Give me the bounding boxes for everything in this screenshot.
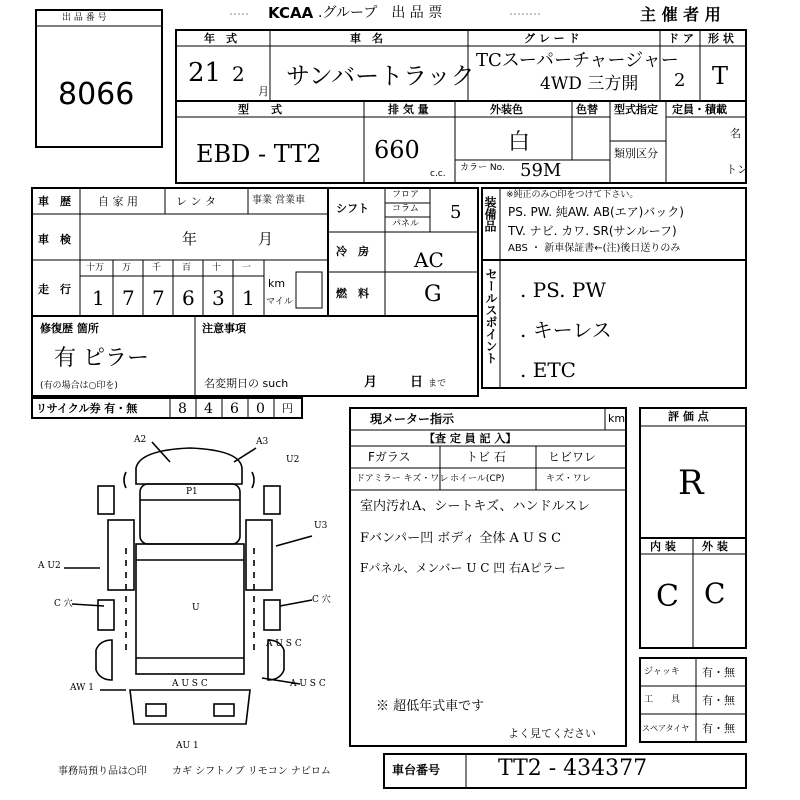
history-label: 車 歴 — [38, 195, 71, 208]
diagram-mark-p1: P1 — [186, 487, 198, 497]
recycle-digit-2: 6 — [230, 401, 239, 417]
fuel-label: 燃 料 — [336, 287, 369, 300]
diagram-mark-au2: A U2 — [38, 561, 61, 571]
exterior-color-value: 白 — [508, 130, 531, 155]
diagram-mark-ausc-3: A U S C — [172, 679, 208, 689]
change-day: 日 — [410, 375, 424, 390]
color-no-value: 59M — [520, 160, 562, 181]
inspection-month-unit: 月 — [258, 230, 274, 248]
year-value: 21 — [188, 58, 222, 88]
month-value: 2 — [232, 62, 245, 86]
notes-label: 注意事項 — [202, 322, 246, 335]
inspector-crack: ヒビワレ — [548, 450, 597, 464]
kcaa-logo: KCAA — [268, 4, 314, 22]
chassis-number: TT2 - 434377 — [498, 756, 648, 781]
meter-unit: km — [608, 412, 626, 425]
diagram-mark-u2: U2 — [286, 455, 300, 465]
grade-line2: 4WD 三方開 — [540, 74, 639, 94]
interior-label: 内 装 — [650, 540, 676, 553]
inspector-chip: トビ 石 — [466, 450, 506, 464]
accessory-jack-label: ジャッキ — [644, 667, 680, 677]
inspector-comment-4: ※ 超低年式車です — [376, 699, 485, 714]
fuel-value: G — [424, 282, 442, 307]
displacement-value: 660 — [374, 136, 420, 164]
equipment-note: ※純正のみ○印をつけて下さい。 — [506, 190, 639, 200]
office-items: カギ シフトノブ リモコン ナビロム — [172, 766, 331, 777]
evaluation-score: R — [678, 463, 704, 503]
capacity-persons-unit: 名 — [730, 127, 741, 140]
shift-floor: フロア — [392, 190, 420, 200]
accessory-spare-value: 有・無 — [702, 722, 735, 735]
recycle-digit-1: 4 — [204, 401, 213, 417]
inspector-fglass: Fガラス — [368, 450, 411, 464]
meter-label: 現メーター指示 — [370, 412, 455, 426]
accessory-spare-label: スペアタイヤ — [642, 724, 690, 733]
cc-unit: c.c. — [430, 169, 446, 179]
equipment-line3: ABS ・ 新車保証書←(注)後日送りのみ — [508, 243, 681, 254]
exterior-color-label: 外装色 — [490, 103, 523, 116]
body-type-value: T — [712, 62, 729, 90]
inspector-comment-1: 室内汚れA、シートキズ、ハンドルスレ — [360, 499, 591, 514]
color-change-label: 色替 — [576, 103, 598, 116]
form-title: .グループ 出 品 票 — [318, 5, 443, 21]
history-private: 自 家 用 — [98, 195, 138, 208]
recycle-digit-3: 0 — [256, 401, 265, 417]
inspector-comment-5: よく見てください — [508, 727, 596, 740]
recycle-label: リサイクル券 有・無 — [36, 402, 138, 415]
recycle-digit-0: 8 — [178, 401, 187, 417]
inspector-comment-2: Fバンパー凹 ボディ 全体 A U S C — [360, 531, 562, 546]
inspector-scratch: キズ・ワレ — [546, 474, 591, 484]
sales-point-1: . PS. PW — [520, 278, 606, 302]
class-label: 類別区分 — [614, 147, 658, 160]
mileage-label: 走 行 — [38, 283, 71, 296]
mileage-unit-5: 一 — [242, 263, 252, 273]
mileage-unit-3: 百 — [182, 263, 192, 273]
mile-label: マイル — [266, 297, 293, 307]
office-note: 事務局預り品は○印 — [58, 766, 147, 777]
diagram-mark-c-right: C 穴 — [312, 595, 331, 605]
lot-number: 8066 — [58, 77, 135, 112]
chassis-label: 車台番号 — [392, 763, 441, 777]
diagram-mark-a3: A3 — [256, 437, 269, 447]
inspection-year-unit: 年 — [182, 230, 198, 248]
mileage-digit-1: 7 — [122, 286, 135, 310]
shift-value: 5 — [450, 202, 462, 223]
name-label: 車 名 — [350, 32, 383, 45]
shift-column: コラム — [392, 204, 419, 214]
km-label: km — [268, 277, 286, 290]
accessory-jack-value: 有・無 — [702, 666, 735, 679]
repair-note: (有の場合は○印を) — [40, 381, 118, 391]
change-date-label: 名変期日の such — [204, 377, 289, 390]
shift-panel: パネル — [392, 219, 420, 229]
sales-point-3: . ETC — [520, 358, 576, 382]
mileage-unit-1: 万 — [122, 263, 132, 273]
history-rental: レ ン タ — [176, 195, 216, 208]
color-no-label: カラー No. — [460, 163, 505, 173]
mileage-digit-5: 1 — [242, 286, 255, 310]
lot-label: 出 品 番 号 — [62, 13, 107, 23]
accessory-tools-value: 有・無 — [702, 694, 735, 707]
year-label: 年 式 — [204, 32, 237, 45]
mileage-unit-4: 十 — [212, 263, 222, 273]
inspector-title: 【査 定 員 記 入】 — [424, 432, 517, 445]
diagram-mark-u3: U3 — [314, 521, 328, 531]
ac-value: AC — [414, 248, 444, 272]
mileage-digit-0: 1 — [92, 286, 105, 310]
doors-label: ド ア — [668, 32, 694, 45]
month-suffix: 月 — [258, 85, 269, 98]
organizer-label: 主 催 者 用 — [640, 5, 721, 24]
capacity-label: 定員・積載 — [672, 103, 727, 116]
body-type-label: 形 状 — [708, 32, 734, 45]
interior-grade: C — [656, 579, 679, 614]
type-designation-label: 型式指定 — [614, 103, 658, 116]
equipment-line2: TV. ナビ. カワ. SR(サンルーフ) — [508, 224, 677, 238]
inspector-door-mirror: ドアミラー キズ・ワレ — [356, 474, 449, 484]
doors-value: 2 — [674, 70, 686, 91]
history-business: 事業 営業車 — [252, 195, 306, 206]
model-label: 型 式 — [238, 103, 282, 116]
vehicle-name: サンバートラック — [286, 62, 475, 90]
exterior-grade: C — [704, 577, 726, 610]
accessory-tools-label: 工 具 — [644, 695, 681, 705]
equipment-line1: PS. PW. 純AW. AB(エア)バック) — [508, 205, 684, 219]
model-value: EBD - TT2 — [196, 140, 322, 168]
inspector-comment-3: Fパネル、メンバー U C 凹 右Aピラー — [360, 561, 566, 575]
diagram-mark-ausc-2: A U S C — [290, 679, 326, 689]
grade-line1: TCスーパーチャージャー — [476, 50, 679, 71]
recycle-unit: 円 — [282, 402, 293, 415]
displacement-label: 排 気 量 — [388, 103, 429, 116]
mileage-digit-4: 3 — [212, 286, 225, 310]
grade-label: グ レ ー ド — [524, 32, 580, 45]
diagram-mark-ausc-1: A U S C — [266, 639, 302, 649]
change-month: 月 — [364, 375, 378, 390]
sales-points-side-label: セールスポイント — [484, 268, 498, 364]
exterior-label: 外 装 — [702, 540, 728, 553]
mileage-unit-2: 千 — [152, 263, 162, 273]
ac-label: 冷 房 — [336, 245, 369, 258]
diagram-mark-aw1: AW 1 — [70, 683, 94, 693]
diagram-mark-c-left: C 穴 — [54, 599, 73, 609]
mileage-digit-3: 6 — [182, 286, 195, 310]
repair-value: 有 ピラー — [54, 346, 149, 371]
change-suffix: まで — [428, 379, 447, 389]
sales-point-2: . キーレス — [520, 318, 612, 342]
mileage-digit-2: 7 — [152, 286, 165, 310]
repair-label: 修復歴 箇所 — [40, 322, 99, 335]
inspector-wheel: ホイール(CP) — [450, 474, 505, 484]
equipment-side-label: 装備品 — [483, 196, 497, 232]
diagram-mark-au1: AU 1 — [176, 741, 199, 751]
capacity-tons-unit: トン — [726, 163, 748, 176]
inspection-label: 車 検 — [38, 233, 71, 246]
evaluation-label: 評 価 点 — [668, 410, 709, 423]
diagram-mark-u-center: U — [192, 603, 200, 613]
shift-label: シフト — [336, 202, 369, 215]
mileage-unit-0: 十万 — [86, 263, 105, 273]
diagram-mark-a2: A2 — [134, 435, 147, 445]
